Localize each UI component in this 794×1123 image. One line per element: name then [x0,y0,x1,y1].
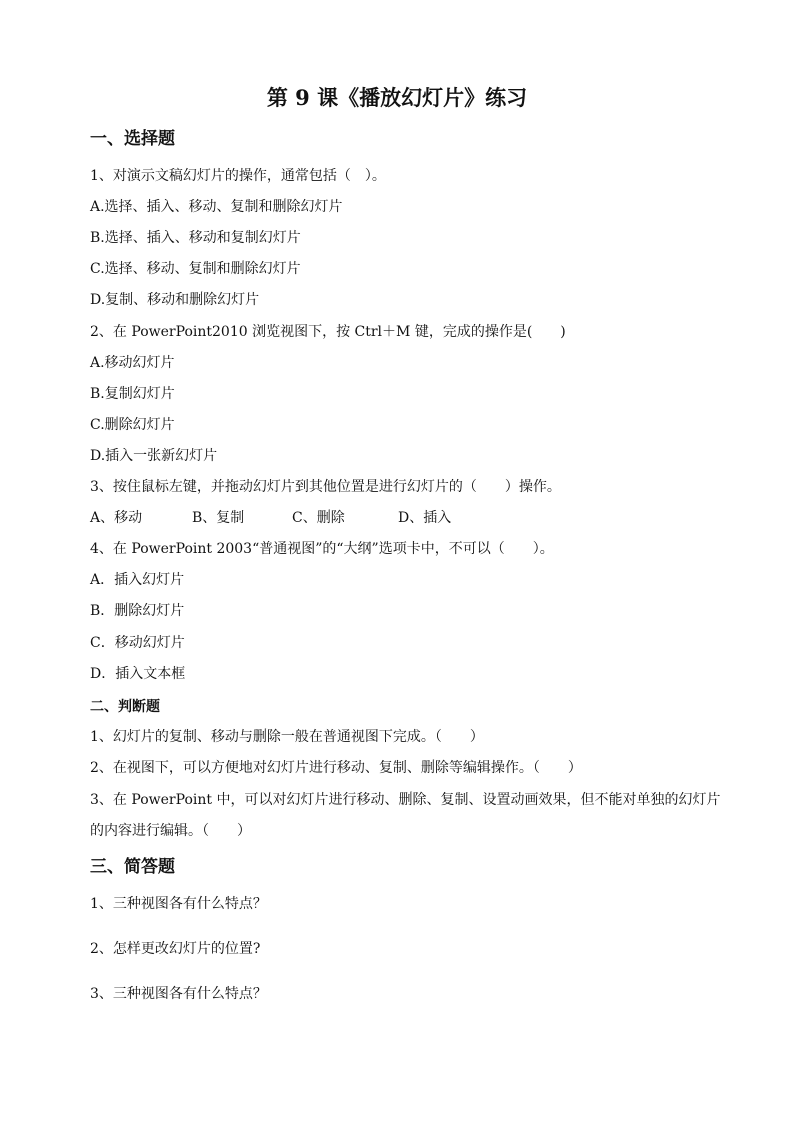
question-2-option-d: D.插入一张新幻灯片 [90,448,218,464]
judgement-item-3: 3、在 PowerPoint 中，可以对幻灯片进行移动、删除、复制、设置动画效果，但不能对单独的幻灯片 [90,792,721,808]
question-2-option-b: B.复制幻灯片 [90,386,175,402]
question-3-option-a: A、移动 [90,510,143,526]
judgement-item-2: 2、在视图下，可以方便地对幻灯片进行移动、复制、删除等编辑操作。（ ） [90,760,582,776]
question-4-option-a: A．插入幻灯片 [90,572,185,588]
question-1-option-b: B.选择、插入、移动和复制幻灯片 [90,230,301,246]
question-3-stem: 3、按住鼠标左键，并拖动幻灯片到其他位置是进行幻灯片的（ ）操作。 [90,479,561,495]
question-2-option-c: C.删除幻灯片 [90,417,175,433]
question-4-option-b: B．删除幻灯片 [90,603,185,619]
question-3-option-b: B、复制 [192,510,245,526]
short-answer-item-3: 3、三种视图各有什么特点？ [90,986,267,1002]
short-answer-item-1: 1、三种视图各有什么特点？ [90,896,267,912]
question-3-option-d: D、插入 [398,510,452,526]
section-heading-judgement: 二、判断题 [90,699,160,715]
judgement-item-3-continued: 的内容进行编辑。（ ） [90,823,251,839]
question-3-option-c: C、删除 [292,510,345,526]
question-3-options [90,508,451,528]
question-2-stem: 2、在 PowerPoint2010 浏览视图下，按 Ctrl＋M 键，完成的操作是( ) [90,324,566,340]
short-answer-item-2: 2、怎样更改幻灯片的位置? [90,941,261,957]
section-heading-short-answer: 三、简答题 [90,857,175,877]
question-2-option-a: A.移动幻灯片 [90,355,175,371]
question-1-option-a: A.选择、插入、移动、复制和删除幻灯片 [90,199,343,215]
section-heading-choice: 一、选择题 [90,129,175,149]
question-1-stem: 1、对演示文稿幻灯片的操作，通常包括（ ）。 [90,168,386,184]
judgement-item-1: 1、幻灯片的复制、移动与删除一般在普通视图下完成。（ ） [90,729,484,745]
document-title: 第 9 课《播放幻灯片》练习 [266,85,528,110]
question-4-stem: 4、在 PowerPoint 2003“普通视图”的“大纲”选项卡中，不可以（ ）。 [90,541,554,557]
question-1-option-d: D.复制、移动和删除幻灯片 [90,292,260,308]
question-1-option-c: C.选择、移动、复制和删除幻灯片 [90,261,301,277]
question-4-option-c: C．移动幻灯片 [90,635,185,651]
question-4-option-d: D．插入文本框 [90,666,186,682]
